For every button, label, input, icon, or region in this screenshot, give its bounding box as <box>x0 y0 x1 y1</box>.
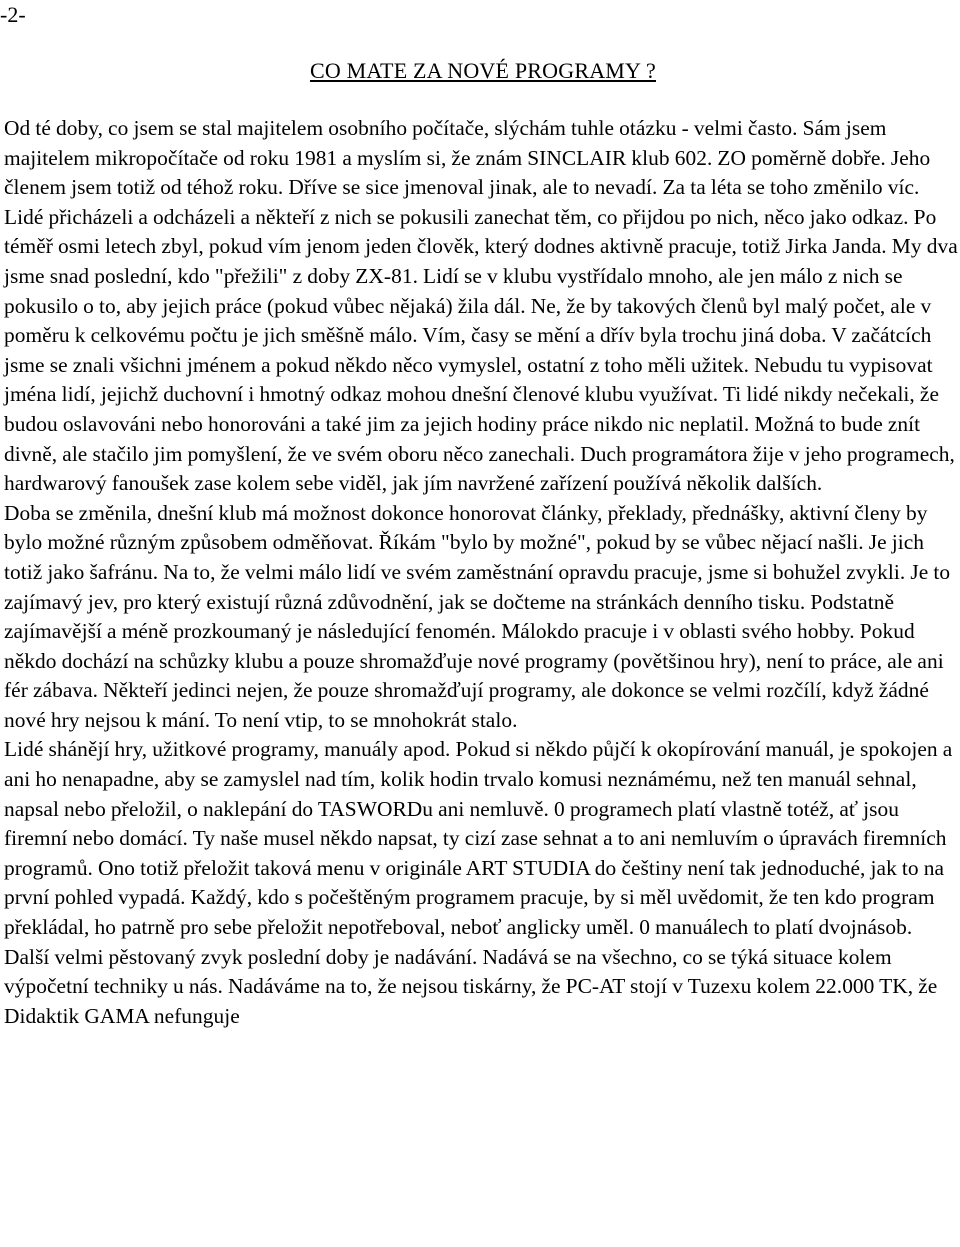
paragraph: Další velmi pěstovaný zvyk poslední doby je nadávání. Nadává se na všechno, co se týká situace kolem výpočetní techniky u nás. Nadáváme na to, že nejsou tiskárny, že PC-AT stojí v Tuzexu kolem 22.000 TK, že Didaktik GAMA nefunguje <box>4 944 938 1028</box>
paragraph: Doba se změnila, dnešní klub má možnost dokonce honorovat články, překlady, přednášky, aktivní členy by bylo možné různým způsobem odměňovat. Říkám "bylo by možné", pokud by se vůbec nějací našli. Je jich totiž jako šafránu. Na to, že velmi málo lidí ve svém zaměstnání opravdu pracuje, jsme si bohužel zvykli. Je to zajímavý jev, pro který existují různá zdůvodnění, jak se dočteme na stránkách denního tisku. Podstatně zajímavější a méně prozkoumaný je následující fenomén. Málokdo pracuje i v oblasti svého hobby. Pokud někdo dochází na schůzky klubu a pouze shromažďuje nové programy (povětšinou hry), není to práce, ale ani fér zábava. Někteří jedinci nejen, že pouze shromažďují programy, ale dokonce se velmi rozčílí, když žádné nové hry nejsou k mání. To není vtip, to se mnohokrát stalo. <box>4 500 951 732</box>
article-body <box>4 114 960 1031</box>
paragraph: Lidé shánějí hry, užitkové programy, manuály apod. Pokud si někdo půjčí k okopírování manuál, je spokojen a ani ho nenapadne, aby se zamyslel nad tím, kolik hodin trvalo komusi neznámému, než ten manuál sehnal, napsal nebo přeložil, o naklepání do TASWORDu ani nemluvě. 0 programech platí vlastně totéž, ať jsou firemní nebo domácí. Ty naše musel někdo napsat, ty cizí zase sehnat a to ani nemluvím o úpravách firemních programů. Ono totiž přeložit taková menu v originále ART STUDIA do češtiny není tak jednoduché, jak to na první pohled vypadá. Každý, kdo s počeštěným programem pracuje, by si měl uvědomit, že ten kdo program překládal, ho patrně pro sebe přeložit nepotřeboval, neboť anglicky uměl. 0 manuálech to platí dvojnásob. <box>4 737 953 940</box>
page-number: -2- <box>0 2 26 27</box>
paragraph: Od té doby, co jsem se stal majitelem osobního počítače, slýchám tuhle otázku - velmi často. Sám jsem majitelem mikropočítače od roku 1981 a myslím si, že znám SINCLAIR klub 602. ZO poměrně dobře. Jeho členem jsem totiž od téhož roku. Dříve se sice jmenoval jinak, ale to nevadí. Za ta léta se toho změnilo víc. Lidé přicházeli a odcházeli a někteří z nich se pokusili zanechat těm, co přijdou po nich, něco jako odkaz. Po téměř osmi letech zbyl, pokud vím jenom jeden člověk, který dodnes aktivně pracuje, totiž Jirka Janda. My dva jsme snad poslední, kdo "přežili" z doby ZX-81. Lidí se v klubu vystřídalo mnoho, ale jen málo z nich se pokusilo o to, aby jejich práce (pokud vůbec nějaká) žila dál. Ne, že by takových členů byl malý počet, ale v poměru k celkovému počtu je jich směšně málo. Vím, časy se mění a dřív byla trochu jiná doba. V začátcích jsme se znali všichni jménem a pokud někdo něco vymyslel, ostatní z toho měli užitek. Nebudu tu vypisovat jména lidí, jejichž duchovní i hmotný odkaz mohou dnešní členové klubu využívat. Ti lidé nikdy nečekali, že budou oslavováni nebo honorováni a také jim za jejich hodiny práce nikdo nic neplatil. Možná to bude znít divně, ale stačilo jim pomyšlení, že ve svém oboru něco zanechali. Duch programátora žije v jeho programech, hardwarový fanoušek zase kolem sebe viděl, jak jím navržené zařízení používá několik dalších. <box>4 116 958 496</box>
article-title: CO MATE ZA NOVÉ PROGRAMY ? <box>309 58 656 83</box>
